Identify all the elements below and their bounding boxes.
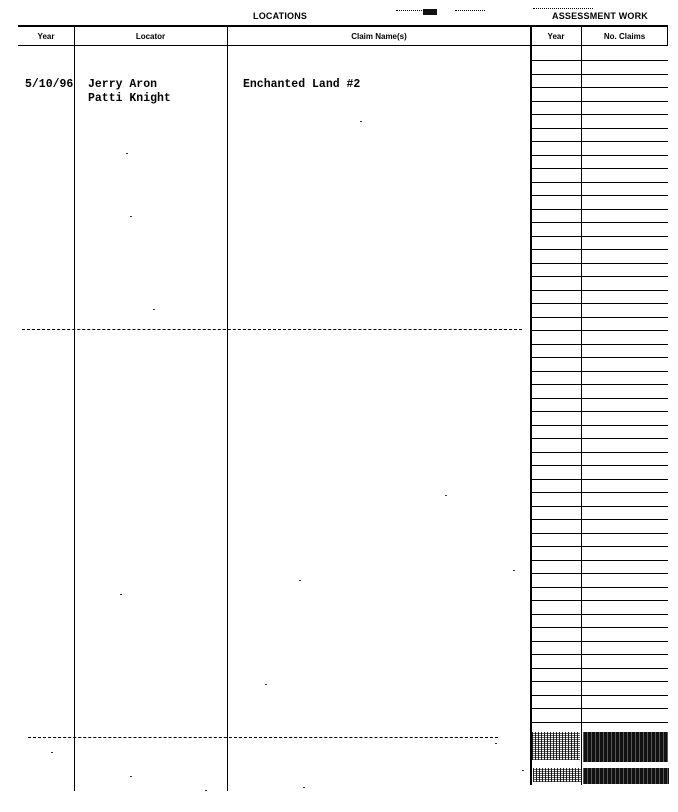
scan-speck	[153, 309, 155, 310]
scan-speck	[299, 580, 301, 581]
entry-date: 5/10/96	[25, 78, 74, 91]
divider-locator-claim	[227, 25, 228, 791]
col-locator-header: Locator	[135, 32, 166, 41]
locations-heading: LOCATIONS	[253, 11, 308, 21]
scan-speck	[445, 495, 447, 496]
divider-year-locator	[74, 25, 75, 791]
entry-locator-2: Patti Knight	[88, 92, 171, 105]
scan-speck	[51, 752, 53, 753]
assessment-work-heading: ASSESSMENT WORK	[552, 11, 649, 21]
scan-speck	[495, 743, 497, 744]
col-no-claims-header: No. Claims	[603, 32, 646, 41]
entry-claim-name: Enchanted Land #2	[243, 78, 361, 91]
scan-noise-block	[532, 732, 580, 760]
section-separator-2	[28, 737, 498, 738]
col-assess-year-header: Year	[547, 32, 565, 41]
scan-speck	[130, 776, 132, 777]
scan-dots-top	[396, 10, 426, 11]
scan-noise-block	[583, 768, 669, 784]
scan-dots-top-2	[455, 10, 485, 11]
scan-speck	[360, 121, 362, 122]
section-separator-1	[22, 329, 522, 330]
entry-locator-1: Jerry Aron	[88, 78, 158, 91]
scan-speck	[130, 216, 132, 217]
col-claim-names-header: Claim Name(s)	[351, 32, 407, 41]
scan-speck	[126, 153, 128, 154]
col-year-header: Year	[37, 32, 55, 41]
scan-noise-block	[583, 732, 668, 762]
scan-speck	[522, 770, 524, 771]
scan-speck	[513, 570, 515, 571]
scan-speck	[120, 594, 122, 595]
scan-speck	[265, 684, 267, 685]
assessment-ledger	[531, 0, 668, 812]
scan-speck	[205, 790, 207, 791]
scan-noise-block	[533, 768, 581, 782]
scan-speck	[303, 787, 305, 788]
